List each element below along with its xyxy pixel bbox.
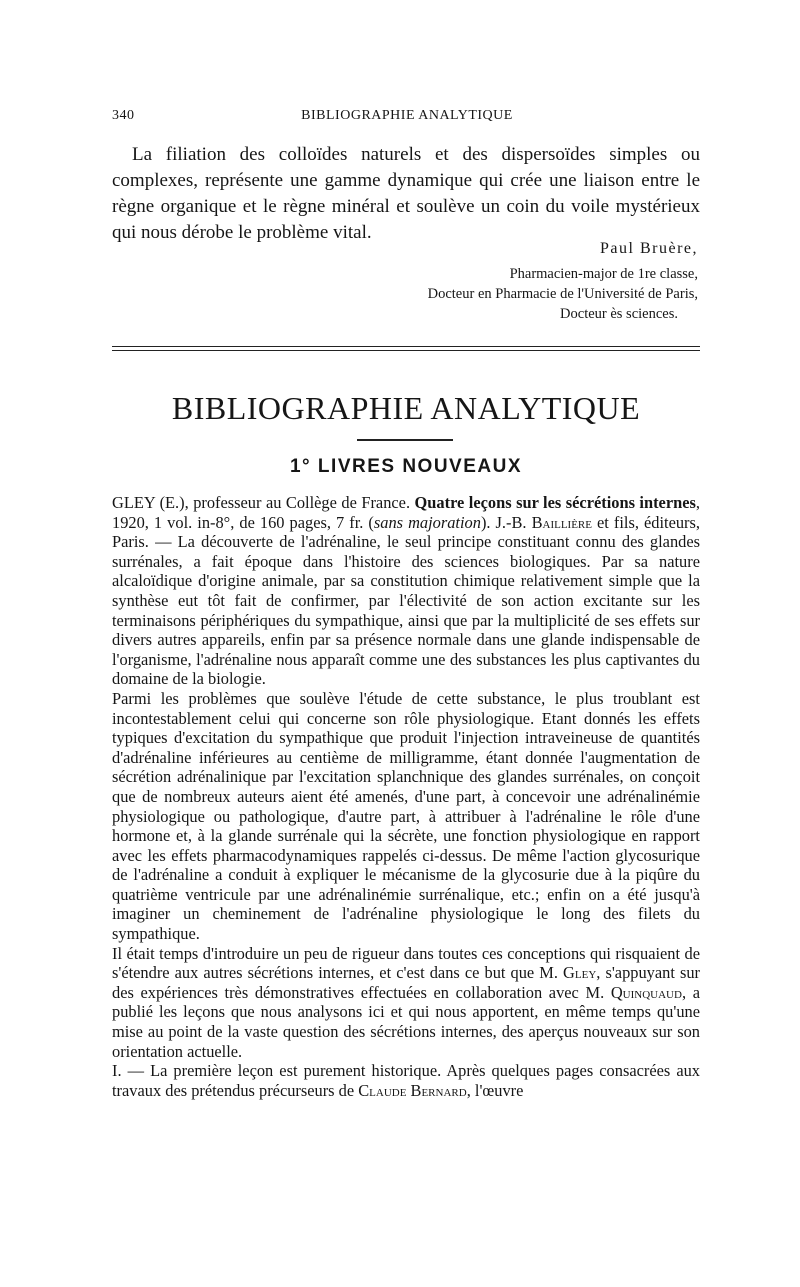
- divider-rule-top: [112, 346, 700, 347]
- review-text-3c: , a publié les leçons que nous analysons ici et qui nous apportent, en même temps qu'une mise au point de la vaste question des sécrétions internes, des aperçus nouveaux sur son orientation actuelle.: [112, 982, 700, 1061]
- review-paragraph-4: [112, 1061, 700, 1100]
- book-meta-publisher: ). J.-B.: [480, 512, 532, 532]
- book-title: Quatre leçons sur les sécrétions internes: [414, 493, 696, 512]
- review-text-1: et fils, éditeurs, Paris. — La découverte de l'adrénaline, le seul principe constituant connu des glandes surrénales, a fait époque dans l'histoire des sciences biologiques. Par sa nature alcaloïdique d'origine animale, par sa constitution chimique relativement simple que la synthèse eut tôt fait de confirmer, par l'électivité de son action excitante sur les terminaisons périphériques du sympathique, ainsi que par la multiplicité de ses effets sur divers autres appareils, enfin par sa présence normale dans une glande indispensable de l'organisme, l'adrénaline nous apparaît comme une des substances les plus captivantes du domaine de la biologie.: [112, 512, 700, 689]
- section-subtitle: 1° LIVRES NOUVEAUX: [289, 456, 523, 477]
- title-underline: [357, 439, 453, 441]
- book-meta: , 1920, 1 vol. in-8°, de 160 pages, 7 fr. (: [112, 493, 700, 532]
- intro-text: [112, 142, 700, 246]
- name-gley: Gley: [563, 963, 597, 983]
- review-author: GLEY (E.), professeur au Collège de France.: [112, 493, 415, 512]
- review-text-3b: , s'appuyant sur des expériences très démonstratives effectuées en collaboration avec M.: [112, 963, 700, 1002]
- name-claude-bernard: Claude Bernard: [358, 1080, 467, 1100]
- review-text-3a: Il était temps d'introduire un peu de rigueur dans toutes ces conceptions qui risquaient de s'étendre aux autres sécrétions internes, et c'est dans ce but que M.: [112, 943, 700, 983]
- price-note: sans majoration: [373, 512, 481, 532]
- review-paragraph-1: [112, 493, 700, 689]
- intro-paragraph: La filiation des colloïdes naturels et des dispersoïdes simples ou complexes, représente une gamme dynamique qui crée une liaison entre le règne organique et le règne minéral et soulève un coin du voile mystérieux qui nous dérobe le problème vital.: [112, 144, 700, 243]
- running-title: BIBLIOGRAPHIE ANALYTIQUE: [301, 108, 513, 123]
- signature-name: Paul Bruère,: [600, 240, 698, 257]
- divider-rule-bottom: [112, 350, 700, 351]
- review-paragraph-2: Parmi les problèmes que soulève l'étude de cette substance, le plus troublant est incontestablement celui qui concerne son rôle physiologique. Etant donnés les effets typiques d'excitation du sympathique que produit l'injection intraveineuse de quantités d'adrénaline inférieures au centième de milligramme, étant donnée l'augmentation de sécrétion adrénalinique par l'excitation splanchnique des glandes surrénales, on conçoit que de nombreux auteurs aient été amenés, d'une part, à concevoir une adrénalinémie physiologique ou pathologique, d'autre part, à attribuer à l'adrénaline le rôle d'une hormone et, à la glande surrénale qui la sécrète, une fonction physiologique en rapport avec les effets pharmacodynamiques rappelés ci-dessus. De même l'action glycosurique de l'adrénaline a conduit à expliquer le mécanisme de la glycosurie due à la piqûre du quatrième ventricule par une adrénalinémie surrénalique, etc.; enfin on a été jusqu'à imaginer un cheminement de l'adrénaline physiologique le long des filets du sympathique.: [112, 688, 700, 944]
- publisher-name: Baillière: [531, 512, 592, 532]
- signature-title-2: Docteur en Pharmacie de l'Université de Paris,: [427, 286, 698, 302]
- review-paragraph-3: [112, 944, 700, 1062]
- running-head: [112, 108, 702, 132]
- review-text-4b: , l'œuvre: [466, 1080, 524, 1100]
- name-quinquaud: Quinquaud: [610, 982, 682, 1002]
- signature-title-1: Pharmacien-major de 1re classe,: [509, 266, 698, 282]
- review-text-4a: I. — La première leçon est purement historique. Après quelques pages consacrées aux travaux des prétendus précurseurs de: [112, 1061, 700, 1100]
- page-number: 340: [112, 108, 135, 123]
- signature-title-3: Docteur ès sciences.: [560, 306, 678, 322]
- review-body: [112, 493, 700, 1100]
- section-title: BIBLIOGRAPHIE ANALYTIQUE: [171, 390, 641, 426]
